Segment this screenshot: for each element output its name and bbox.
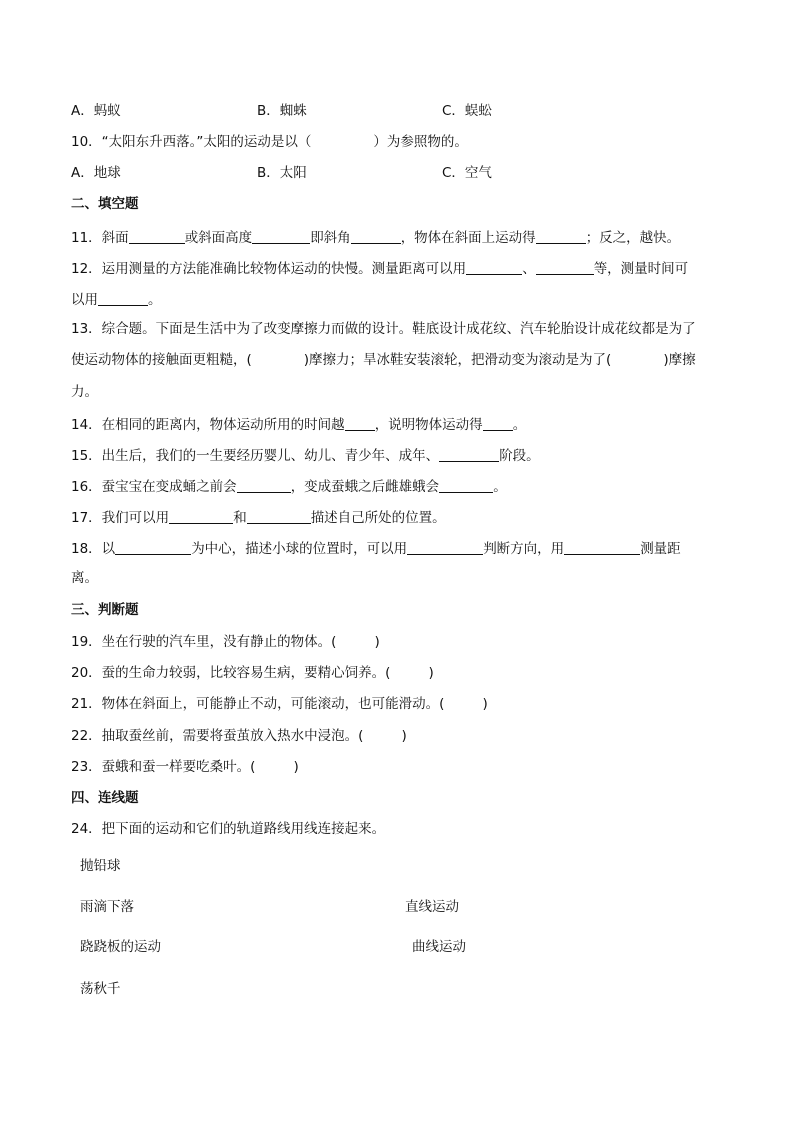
q22-text-a: 22．抽取蚕丝前，需要将蚕茧放入热水中浸泡。(	[71, 728, 364, 744]
q11-blank-2[interactable]	[252, 230, 310, 244]
question-19	[71, 636, 380, 650]
match-right-item[interactable]: 直线运动	[405, 899, 459, 915]
question-13-line2	[71, 354, 696, 368]
question-18	[71, 541, 681, 557]
q14-text-a: 14．在相同的距离内，物体运动所用的时间越	[71, 417, 345, 433]
q11-blank-4[interactable]	[536, 230, 586, 244]
q13-text-c: )摩擦	[663, 352, 696, 368]
q11-text-d: ，物体在斜面上运动得	[400, 230, 536, 246]
q16-blank-1[interactable]	[237, 479, 291, 493]
q18-text-d: 测量距	[640, 541, 681, 557]
question-17	[71, 510, 446, 526]
q11-text-e: ；反之，越快。	[585, 230, 681, 246]
question-15	[71, 448, 540, 464]
q14-blank-2[interactable]	[483, 417, 513, 431]
q18-text-c: 判断方向，用	[483, 541, 565, 557]
q16-text-b: ，变成蚕蛾之后雌雄蛾会	[290, 479, 440, 495]
question-11	[71, 230, 680, 246]
question-13-line3: 力。	[71, 384, 98, 400]
q21-text-b: )	[482, 696, 488, 712]
q23-text-b: )	[293, 759, 299, 775]
question-24: 24．把下面的运动和它们的轨道路线用线连接起来。	[71, 821, 386, 837]
section-match-heading: 四、连线题	[71, 790, 139, 806]
q17-text-c: 描述自己所处的位置。	[310, 510, 446, 526]
match-right-item[interactable]: 曲线运动	[412, 939, 466, 955]
q14-blank-1[interactable]	[345, 417, 375, 431]
question-14	[71, 417, 526, 433]
q10-text-b: ）为参照物的。	[373, 134, 468, 150]
q18-blank-2[interactable]	[407, 541, 483, 555]
section-fill-heading: 二、填空题	[71, 196, 139, 212]
section-judge-heading: 三、判断题	[71, 602, 139, 618]
q21-text-a: 21．物体在斜面上，可能静止不动，可能滚动，也可能滑动。(	[71, 696, 445, 712]
q10-option-a: A．地球	[71, 165, 121, 181]
q22-text-b: )	[401, 728, 407, 744]
q12-text-d: 以用	[71, 292, 98, 308]
q17-blank-2[interactable]	[247, 510, 311, 524]
q18-text-b: 为中心，描述小球的位置时，可以用	[191, 541, 408, 557]
q17-text-b: 和	[233, 510, 247, 526]
q12-text-e: 。	[148, 292, 162, 308]
match-left-item[interactable]: 荡秋千	[80, 981, 121, 997]
question-18-line2: 离。	[71, 570, 98, 586]
q12-blank-1[interactable]	[466, 261, 522, 275]
q20-text-a: 20．蚕的生命力较弱，比较容易生病，要精心饲养。(	[71, 665, 391, 681]
question-23	[71, 761, 299, 775]
q10-option-b: B．太阳	[257, 165, 307, 181]
q13-text-b: )摩擦力；旱冰鞋安装滚轮，把滑动变为滚动是为了(	[303, 352, 612, 368]
q17-text-a: 17．我们可以用	[71, 510, 170, 526]
q10-text-a: 10．“太阳东升西落。”太阳的运动是以（	[71, 134, 312, 150]
q11-text-a: 11．斜面	[71, 230, 129, 246]
q16-text-c: 。	[493, 479, 507, 495]
q12-blank-2[interactable]	[536, 261, 594, 275]
q13-text-a: 使运动物体的接触面更粗糙，(	[71, 352, 252, 368]
q12-blank-3[interactable]	[98, 292, 148, 306]
q11-text-c: 即斜角	[310, 230, 351, 246]
q11-blank-3[interactable]	[351, 230, 401, 244]
q18-text-a: 18．以	[71, 541, 116, 557]
q12-text-a: 12．运用测量的方法能准确比较物体运动的快慢。测量距离可以用	[71, 261, 467, 277]
q9-option-b: B．蜘蛛	[257, 103, 307, 119]
q10-option-c: C．空气	[442, 165, 492, 181]
q9-option-a: A．蚂蚁	[71, 103, 121, 119]
q15-text-b: 阶段。	[499, 448, 540, 464]
q14-text-c: 。	[512, 417, 527, 433]
match-left-item[interactable]: 雨滴下落	[80, 899, 134, 915]
q18-blank-3[interactable]	[564, 541, 640, 555]
question-12	[71, 261, 688, 277]
q19-text-b: )	[374, 634, 380, 650]
q20-text-b: )	[428, 665, 434, 681]
question-20	[71, 667, 434, 681]
q15-text-a: 15．出生后，我们的一生要经历婴儿、幼儿、青少年、成年、	[71, 448, 440, 464]
q14-text-b: ，说明物体运动得	[374, 417, 483, 433]
question-13: 13．综合题。下面是生活中为了改变摩擦力而做的设计。鞋底设计成花纹、汽车轮胎设计成花纹都是为了	[71, 321, 696, 337]
q11-blank-1[interactable]	[129, 230, 185, 244]
q11-text-b: 或斜面高度	[184, 230, 253, 246]
q18-blank-1[interactable]	[115, 541, 191, 555]
question-21	[71, 698, 488, 712]
q12-text-c: 等，测量时间可	[593, 261, 689, 277]
q9-option-c: C．蜈蚣	[442, 103, 492, 119]
q17-blank-1[interactable]	[169, 510, 233, 524]
question-16	[71, 479, 507, 495]
q16-text-a: 16．蚕宝宝在变成蛹之前会	[71, 479, 237, 495]
q15-blank-1[interactable]	[439, 448, 499, 462]
q12-text-b: 、	[522, 261, 536, 277]
question-12-line2	[71, 292, 162, 308]
question-10	[71, 136, 468, 150]
question-22	[71, 730, 407, 744]
q19-text-a: 19．坐在行驶的汽车里，没有静止的物体。(	[71, 634, 337, 650]
q16-blank-2[interactable]	[439, 479, 493, 493]
match-left-item[interactable]: 跷跷板的运动	[80, 939, 161, 955]
match-left-item[interactable]: 抛铅球	[80, 858, 121, 874]
q23-text-a: 23．蚕蛾和蚕一样要吃桑叶。(	[71, 759, 256, 775]
